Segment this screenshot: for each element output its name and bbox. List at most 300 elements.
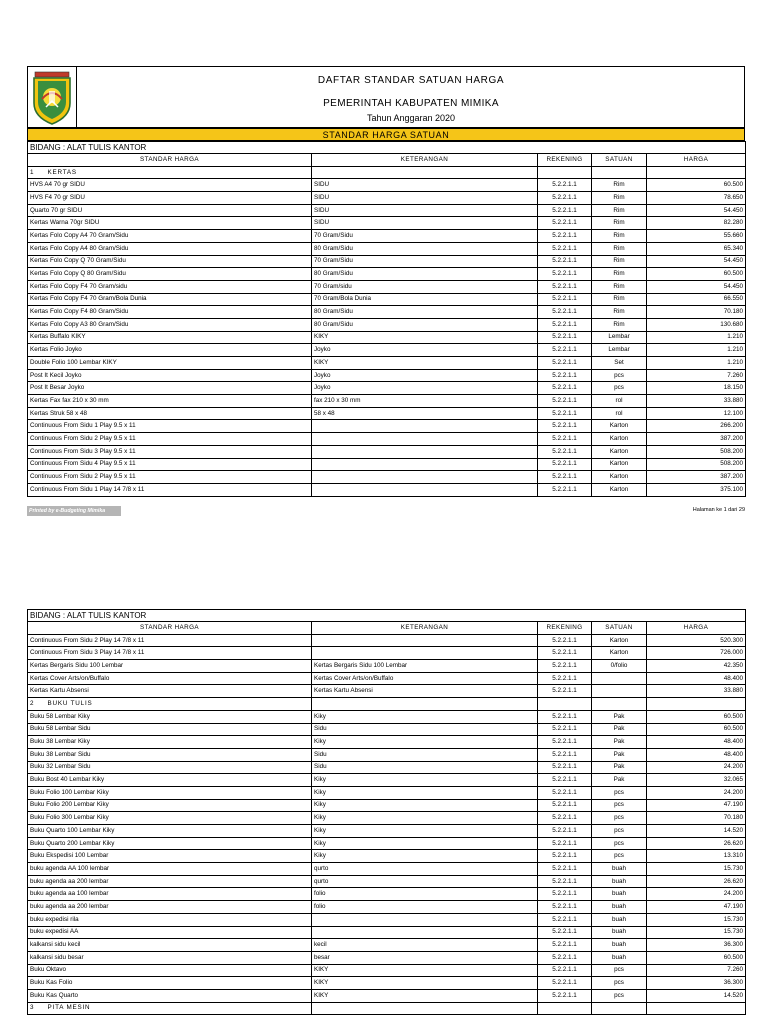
table-row — [28, 483, 746, 496]
item-description: Kiky — [312, 825, 538, 838]
item-account: 5.2.2.1.1 — [538, 672, 592, 685]
item-account: 5.2.2.1.1 — [538, 736, 592, 749]
item-account: 5.2.2.1.1 — [538, 786, 592, 799]
item-price: 26.620 — [647, 875, 746, 888]
item-price: 78.650 — [647, 192, 746, 205]
item-name: Buku 32 Lembar Sidu — [28, 761, 312, 774]
item-description: Kertas Bergaris Sidu 100 Lembar — [312, 660, 538, 673]
item-price: 54.450 — [647, 280, 746, 293]
item-account: 5.2.2.1.1 — [538, 748, 592, 761]
item-unit: pcs — [592, 369, 647, 382]
item-account: 5.2.2.1.1 — [538, 951, 592, 964]
price-table-page-1 — [27, 141, 746, 497]
item-name: Buku Folio 200 Lembar Kiky — [28, 799, 312, 812]
table-row — [28, 786, 746, 799]
category-row — [28, 698, 746, 711]
bidang-label: BIDANG : ALAT TULIS KANTOR — [28, 610, 746, 622]
item-unit: Karton — [592, 483, 647, 496]
item-unit: pcs — [592, 837, 647, 850]
page-number: Halaman ke 1 dari 29 — [692, 507, 745, 513]
item-unit: Karton — [592, 458, 647, 471]
table-row — [28, 433, 746, 446]
empty-cell — [312, 166, 538, 179]
item-account: 5.2.2.1.1 — [538, 242, 592, 255]
item-price: 1.210 — [647, 344, 746, 357]
table-row — [28, 395, 746, 408]
item-unit: pcs — [592, 825, 647, 838]
item-account: 5.2.2.1.1 — [538, 420, 592, 433]
item-account: 5.2.2.1.1 — [538, 660, 592, 673]
item-unit: Rim — [592, 179, 647, 192]
item-unit: Karton — [592, 445, 647, 458]
item-price: 70.180 — [647, 812, 746, 825]
item-description — [312, 471, 538, 484]
empty-cell — [538, 166, 592, 179]
table-row — [28, 825, 746, 838]
item-description: Kiky — [312, 812, 538, 825]
item-name: Kertas Folio Joyko — [28, 344, 312, 357]
item-name: buku agenda aa 200 lembar — [28, 875, 312, 888]
item-name: Continuous From Sidu 3 Play 9.5 x 11 — [28, 445, 312, 458]
table-row — [28, 420, 746, 433]
col-header-satuan: SATUAN — [592, 622, 647, 635]
empty-cell — [538, 698, 592, 711]
table-row — [28, 230, 746, 243]
government-name: PEMERINTAH KABUPATEN MIMIKA — [323, 98, 499, 109]
item-account: 5.2.2.1.1 — [538, 331, 592, 344]
item-account: 5.2.2.1.1 — [538, 483, 592, 496]
table-row — [28, 192, 746, 205]
item-price: 508.200 — [647, 458, 746, 471]
item-description: SIDU — [312, 204, 538, 217]
item-description: 80 Gram/Sidu — [312, 318, 538, 331]
item-account: 5.2.2.1.1 — [538, 179, 592, 192]
item-unit: buah — [592, 875, 647, 888]
item-name: Kertas Folo Copy F4 80 Gram/Sidu — [28, 306, 312, 319]
item-unit: pcs — [592, 799, 647, 812]
logo-cell — [27, 66, 77, 128]
budget-year: Tahun Anggaran 2020 — [366, 113, 456, 123]
item-description: 70 Gram/Sidu — [312, 255, 538, 268]
item-name: Buku 38 Lembar Sidu — [28, 748, 312, 761]
item-unit: Pak — [592, 723, 647, 736]
item-account: 5.2.2.1.1 — [538, 280, 592, 293]
table-row — [28, 179, 746, 192]
item-name: Buku Ekspedisi 100 Lembar — [28, 850, 312, 863]
item-name: Buku Bost 40 Lembar Kiky — [28, 774, 312, 787]
item-name: Kertas Folo Copy A3 80 Gram/Sidu — [28, 318, 312, 331]
item-name: HVS A4 70 gr SIDU — [28, 179, 312, 192]
item-unit: buah — [592, 913, 647, 926]
empty-cell — [647, 166, 746, 179]
item-unit: pcs — [592, 977, 647, 990]
item-name: Kertas Folo Copy Q 70 Gram/Sidu — [28, 255, 312, 268]
item-name: Continuous From Sidu 3 Play 14 7/8 x 11 — [28, 647, 312, 660]
item-unit: Karton — [592, 420, 647, 433]
table-row — [28, 888, 746, 901]
item-account: 5.2.2.1.1 — [538, 875, 592, 888]
item-unit: Pak — [592, 774, 647, 787]
item-name: Buku Kas Folio — [28, 977, 312, 990]
item-unit: Lembar — [592, 331, 647, 344]
item-account: 5.2.2.1.1 — [538, 964, 592, 977]
bidang-label: BIDANG : ALAT TULIS KANTOR — [28, 142, 746, 154]
item-unit: pcs — [592, 850, 647, 863]
item-name: Kertas Struk 58 x 48 — [28, 407, 312, 420]
table-row — [28, 913, 746, 926]
category-name: PITA MESIN — [47, 1004, 91, 1012]
item-description: KIKY — [312, 331, 538, 344]
item-name: Buku Quarto 200 Lembar Kiky — [28, 837, 312, 850]
item-description: Kiky — [312, 774, 538, 787]
item-price: 7.260 — [647, 369, 746, 382]
item-name: Buku Oktavo — [28, 964, 312, 977]
item-name: Buku Kas Quarto — [28, 989, 312, 1002]
item-price: 387.200 — [647, 433, 746, 446]
item-unit: Rim — [592, 204, 647, 217]
empty-cell — [538, 1002, 592, 1015]
printed-by-label: Printed by e-Budgeting Mimika — [27, 506, 121, 516]
item-price: 42.350 — [647, 660, 746, 673]
item-price: 60.500 — [647, 710, 746, 723]
table-row — [28, 901, 746, 914]
table-row — [28, 255, 746, 268]
item-unit: pcs — [592, 382, 647, 395]
item-description: 58 x 48 — [312, 407, 538, 420]
table-row — [28, 761, 746, 774]
table-row — [28, 217, 746, 230]
table-row — [28, 964, 746, 977]
table-row — [28, 660, 746, 673]
item-name: Continuous From Sidu 4 Play 9.5 x 11 — [28, 458, 312, 471]
item-description: Joyko — [312, 382, 538, 395]
item-description: 70 Gram/Bola Dunia — [312, 293, 538, 306]
item-account: 5.2.2.1.1 — [538, 407, 592, 420]
table-row — [28, 685, 746, 698]
item-price: 60.500 — [647, 723, 746, 736]
item-account: 5.2.2.1.1 — [538, 825, 592, 838]
item-name: buku agenda AA 100 lembar — [28, 863, 312, 876]
table-row — [28, 268, 746, 281]
item-unit: pcs — [592, 812, 647, 825]
item-unit: Rim — [592, 268, 647, 281]
table-row — [28, 748, 746, 761]
item-price: 48.400 — [647, 748, 746, 761]
item-unit: Rim — [592, 230, 647, 243]
item-description — [312, 634, 538, 647]
item-description: Sidu — [312, 748, 538, 761]
table-row — [28, 369, 746, 382]
item-description — [312, 926, 538, 939]
col-header-keterangan: KETERANGAN — [312, 622, 538, 635]
item-account: 5.2.2.1.1 — [538, 268, 592, 281]
item-unit — [592, 685, 647, 698]
item-account: 5.2.2.1.1 — [538, 774, 592, 787]
empty-cell — [312, 698, 538, 711]
item-description: Kiky — [312, 799, 538, 812]
item-unit: Pak — [592, 710, 647, 723]
item-name: Kertas Kartu Absensi — [28, 685, 312, 698]
item-description: kecil — [312, 939, 538, 952]
item-account: 5.2.2.1.1 — [538, 395, 592, 408]
item-account: 5.2.2.1.1 — [538, 799, 592, 812]
item-unit: buah — [592, 939, 647, 952]
price-table-page-2 — [27, 609, 746, 1015]
category-label — [28, 1002, 312, 1015]
item-account: 5.2.2.1.1 — [538, 293, 592, 306]
item-unit: Karton — [592, 634, 647, 647]
category-name: KERTAS — [47, 168, 77, 176]
item-price: 48.400 — [647, 672, 746, 685]
table-row — [28, 723, 746, 736]
col-header-rekening: REKENING — [538, 622, 592, 635]
item-unit: buah — [592, 863, 647, 876]
item-price: 33.880 — [647, 685, 746, 698]
item-name: Kertas Warna 70gr SIDU — [28, 217, 312, 230]
table-row — [28, 471, 746, 484]
table-row — [28, 357, 746, 370]
item-account: 5.2.2.1.1 — [538, 318, 592, 331]
table-row — [28, 344, 746, 357]
item-name: Continuous From Sidu 2 Play 9.5 x 11 — [28, 433, 312, 446]
item-description: qurto — [312, 863, 538, 876]
item-name: Buku Folio 100 Lembar Kiky — [28, 786, 312, 799]
table-row — [28, 774, 746, 787]
item-account: 5.2.2.1.1 — [538, 369, 592, 382]
item-unit: Rim — [592, 217, 647, 230]
category-row — [28, 1002, 746, 1015]
table-row — [28, 799, 746, 812]
item-unit: Rim — [592, 293, 647, 306]
item-price: 54.450 — [647, 204, 746, 217]
table-row — [28, 837, 746, 850]
item-account: 5.2.2.1.1 — [538, 230, 592, 243]
item-price: 66.550 — [647, 293, 746, 306]
item-description — [312, 483, 538, 496]
item-price: 15.730 — [647, 863, 746, 876]
item-price: 14.520 — [647, 825, 746, 838]
table-row — [28, 331, 746, 344]
col-header-keterangan: KETERANGAN — [312, 154, 538, 167]
col-header-rekening: REKENING — [538, 154, 592, 167]
item-description: KIKY — [312, 357, 538, 370]
item-account: 5.2.2.1.1 — [538, 634, 592, 647]
section-title-bar: STANDAR HARGA SATUAN — [27, 128, 745, 141]
table-row — [28, 951, 746, 964]
item-account: 5.2.2.1.1 — [538, 863, 592, 876]
category-label — [28, 698, 312, 711]
item-description: SIDU — [312, 179, 538, 192]
item-description: 70 Gram/Sidu — [312, 230, 538, 243]
item-unit: rol — [592, 395, 647, 408]
item-price: 12.100 — [647, 407, 746, 420]
item-unit — [592, 672, 647, 685]
item-description: KIKY — [312, 977, 538, 990]
col-header-satuan: SATUAN — [592, 154, 647, 167]
item-description: Sidu — [312, 723, 538, 736]
table-row — [28, 812, 746, 825]
col-header-standar-harga: STANDAR HARGA — [28, 622, 312, 635]
item-price: 60.500 — [647, 951, 746, 964]
item-unit: Pak — [592, 761, 647, 774]
item-description: Joyko — [312, 344, 538, 357]
category-number: 3 — [30, 1004, 34, 1012]
table-row — [28, 242, 746, 255]
category-row — [28, 166, 746, 179]
item-account: 5.2.2.1.1 — [538, 306, 592, 319]
item-name: buku agenda aa 200 lembar — [28, 901, 312, 914]
category-label — [28, 166, 312, 179]
item-price: 47.190 — [647, 901, 746, 914]
item-description: qurto — [312, 875, 538, 888]
table-row — [28, 634, 746, 647]
item-name: Buku 58 Lembar Sidu — [28, 723, 312, 736]
item-unit: pcs — [592, 786, 647, 799]
item-account: 5.2.2.1.1 — [538, 647, 592, 660]
table-row — [28, 672, 746, 685]
item-account: 5.2.2.1.1 — [538, 723, 592, 736]
item-unit: Rim — [592, 242, 647, 255]
item-account: 5.2.2.1.1 — [538, 812, 592, 825]
item-name: Kertas Folo Copy Q 80 Gram/Sidu — [28, 268, 312, 281]
item-price: 54.450 — [647, 255, 746, 268]
item-price: 387.200 — [647, 471, 746, 484]
item-description: Kertas Cover Arts/on/Buffalo — [312, 672, 538, 685]
item-price: 266.200 — [647, 420, 746, 433]
item-name: Kertas Fax fax 210 x 30 mm — [28, 395, 312, 408]
item-price: 55.660 — [647, 230, 746, 243]
item-account: 5.2.2.1.1 — [538, 685, 592, 698]
item-account: 5.2.2.1.1 — [538, 939, 592, 952]
item-description: KIKY — [312, 964, 538, 977]
item-account: 5.2.2.1.1 — [538, 901, 592, 914]
empty-cell — [592, 1002, 647, 1015]
item-name: Continuous From Sidu 1 Play 14 7/8 x 11 — [28, 483, 312, 496]
item-account: 5.2.2.1.1 — [538, 888, 592, 901]
item-name: buku expedisi rila — [28, 913, 312, 926]
item-description: Kiky — [312, 850, 538, 863]
item-account: 5.2.2.1.1 — [538, 433, 592, 446]
item-name: Quarto 70 gr SIDU — [28, 204, 312, 217]
category-name: BUKU TULIS — [47, 699, 93, 707]
item-description: 80 Gram/Sidu — [312, 242, 538, 255]
item-unit: pcs — [592, 989, 647, 1002]
empty-cell — [647, 1002, 746, 1015]
table-row — [28, 863, 746, 876]
item-description — [312, 433, 538, 446]
item-description: SIDU — [312, 192, 538, 205]
item-price: 33.880 — [647, 395, 746, 408]
item-name: buku agenda aa 100 lembar — [28, 888, 312, 901]
item-price: 375.100 — [647, 483, 746, 496]
item-unit: Pak — [592, 748, 647, 761]
item-price: 24.200 — [647, 761, 746, 774]
item-name: Kertas Bergaris Sidu 100 Lembar — [28, 660, 312, 673]
item-description: Kiky — [312, 837, 538, 850]
item-name: Buku 38 Lembar Kiky — [28, 736, 312, 749]
item-unit: Karton — [592, 433, 647, 446]
item-name: Buku 58 Lembar Kiky — [28, 710, 312, 723]
mimika-emblem-icon — [28, 67, 76, 127]
item-name: Post It Besar Joyko — [28, 382, 312, 395]
table-row — [28, 875, 746, 888]
item-price: 15.730 — [647, 913, 746, 926]
table-row — [28, 850, 746, 863]
item-account: 5.2.2.1.1 — [538, 382, 592, 395]
table-row — [28, 318, 746, 331]
table-row — [28, 939, 746, 952]
item-unit: pcs — [592, 964, 647, 977]
empty-cell — [647, 698, 746, 711]
item-name: Buku Folio 300 Lembar Kiky — [28, 812, 312, 825]
item-name: Kertas Folo Copy A4 80 Gram/Sidu — [28, 242, 312, 255]
table-row — [28, 407, 746, 420]
category-number: 2 — [30, 699, 34, 707]
item-description: 80 Gram/Sidu — [312, 268, 538, 281]
item-account: 5.2.2.1.1 — [538, 913, 592, 926]
item-price: 26.620 — [647, 837, 746, 850]
item-unit: Lembar — [592, 344, 647, 357]
item-account: 5.2.2.1.1 — [538, 710, 592, 723]
table-row — [28, 280, 746, 293]
item-description — [312, 420, 538, 433]
item-unit: buah — [592, 901, 647, 914]
item-account: 5.2.2.1.1 — [538, 977, 592, 990]
item-name: HVS F4 70 gr SIDU — [28, 192, 312, 205]
item-unit: buah — [592, 888, 647, 901]
item-description: folio — [312, 901, 538, 914]
item-name: Kertas Buffalo KIKY — [28, 331, 312, 344]
item-unit: Karton — [592, 471, 647, 484]
item-price: 18.150 — [647, 382, 746, 395]
item-description — [312, 647, 538, 660]
item-description: Kiky — [312, 786, 538, 799]
col-header-standar-harga: STANDAR HARGA — [28, 154, 312, 167]
item-name: Continuous From Sidu 2 Play 9.5 x 11 — [28, 471, 312, 484]
empty-cell — [592, 166, 647, 179]
item-description — [312, 445, 538, 458]
item-account: 5.2.2.1.1 — [538, 344, 592, 357]
table-row — [28, 977, 746, 990]
item-account: 5.2.2.1.1 — [538, 926, 592, 939]
table-row — [28, 306, 746, 319]
item-price: 520.300 — [647, 634, 746, 647]
item-price: 48.400 — [647, 736, 746, 749]
item-description: besar — [312, 951, 538, 964]
item-price: 60.500 — [647, 268, 746, 281]
empty-cell — [592, 698, 647, 711]
item-unit: Rim — [592, 318, 647, 331]
item-price: 24.200 — [647, 786, 746, 799]
table-row — [28, 458, 746, 471]
item-description: SIDU — [312, 217, 538, 230]
table-row — [28, 445, 746, 458]
item-description: KIKY — [312, 989, 538, 1002]
item-unit: rol — [592, 407, 647, 420]
table-row — [28, 382, 746, 395]
table-row — [28, 736, 746, 749]
table-row — [28, 293, 746, 306]
item-name: kalkansi sidu besar — [28, 951, 312, 964]
item-price: 14.520 — [647, 989, 746, 1002]
item-description: Kiky — [312, 710, 538, 723]
item-price: 60.500 — [647, 179, 746, 192]
item-name: buku expedisi AA — [28, 926, 312, 939]
item-price: 15.730 — [647, 926, 746, 939]
item-unit: Pak — [592, 736, 647, 749]
item-description: fax 210 x 30 mm — [312, 395, 538, 408]
item-unit: Set — [592, 357, 647, 370]
